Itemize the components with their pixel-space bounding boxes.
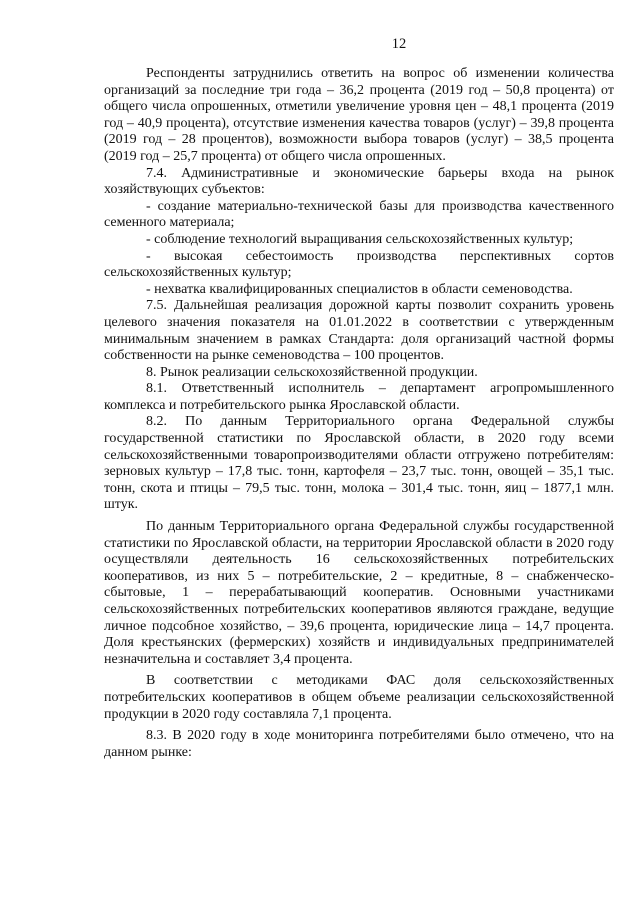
section-8-heading: 8. Рынок реализации сельскохозяйственной продукции. — [146, 364, 478, 380]
paragraph-respondents: Респонденты затруднились ответить на вопрос об изменении количества организаций за последние три года – 36,2 процента (2019 год – 50,8 процента) от общего числа опрошенных, отметили увеличение уровня цен – 48,1 процента (2019 год – 40,9 процента), отсутствие изменения качества товаров (услуг) – 39,8 процента (2019 год – 28 процентов), возможности выбора товаров (услуг) – 38,5 процента (2019 год – 25,7 процента) от общего числа опрошенных. — [104, 66, 614, 164]
page-number: 12 — [391, 36, 407, 52]
list-item-material-base: - создание материально-технической базы для производства качественного семенного материала; — [104, 198, 614, 231]
paragraph-8-1: 8.1. Ответственный исполнитель – департамент агропромышленного комплекса и потребительского рынка Ярославской области. — [104, 381, 614, 413]
paragraph-8-3: 8.3. В 2020 году в ходе мониторинга потребителями было отмечено, что на данном рынке: — [104, 728, 614, 760]
paragraph-fas: В соответствии с методиками ФАС доля сельскохозяйственных потребительских кооперативов в общем объеме реализации сельскохозяйственной продукции в 2020 году составляла 7,1 процента. — [104, 673, 614, 722]
paragraph-cooperatives: По данным Территориального органа Федеральной службы государственной статистики по Ярославской области, на территории Ярославской области в 2020 году осуществляли деятельность 16 сельскохозяйственных потребительских кооперативов, из них 5 – потребительские, 2 – кредитные, 8 – снабженческо-сбытовые, 1 – перерабатывающий кооператив. Основными участниками сельскохозяйственных потребительских кооперативов являются граждане, ведущие личное подсобное хозяйство, – 39,6 процента, юридические лица – 14,7 процента. Доля крестьянских (фермерских) хозяйств и индивидуальных предпринимателей незначительна и составляет 3,4 процента. — [104, 519, 614, 667]
list-item-technology: - соблюдение технологий выращивания сельскохозяйственных культур; — [146, 231, 574, 247]
list-item-specialists: - нехватка квалифицированных специалистов в области семеноводства. — [146, 281, 573, 297]
paragraph-8-2: 8.2. По данным Территориального органа Федеральной службы государственной статистики по Ярославской области, в 2020 году всеми сельскохозяйственными товаропроизводителями области отгружено потребителям: зерновых культур – 17,8 тыс. тонн, картофеля – 23,7 тыс. тонн, овощей – 35,1 тыс. тонн, скота и птицы – 79,5 тыс. тонн, молока – 301,4 тыс. тонн, яиц – 1877,1 млн. штук. — [104, 414, 614, 513]
list-item-cost: - высокая себестоимость производства перспективных сортов сельскохозяйственных культур; — [104, 248, 614, 281]
paragraph-7-4-heading: 7.4. Административные и экономические барьеры входа на рынок хозяйствующих субъектов: — [104, 165, 614, 198]
paragraph-7-5: 7.5. Дальнейшая реализация дорожной карты позволит сохранить уровень целевого значения показателя на 01.01.2022 в соответствии с утвержденным минимальным значением в рамках Стандарта: доля организаций частной формы собственности на рынке семеноводства – 100 процентов. — [104, 298, 614, 364]
